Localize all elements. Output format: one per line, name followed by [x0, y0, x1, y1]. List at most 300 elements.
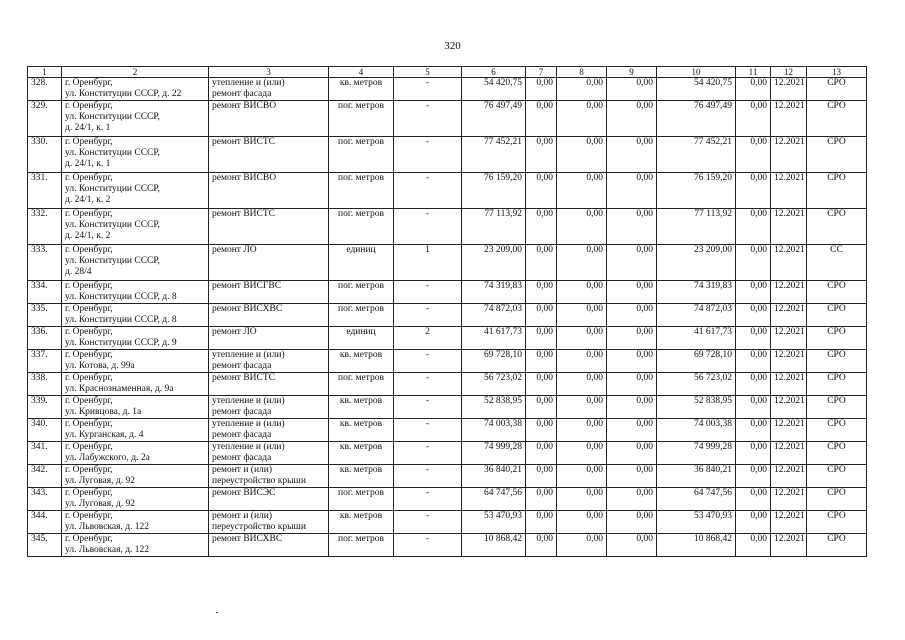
unit-cell: кв. метров [329, 350, 394, 373]
total-cost-cell: 74 999,28 [462, 442, 526, 465]
col9-cell: 0,00 [607, 281, 657, 304]
unit-cell: кв. метров [329, 78, 394, 101]
address-cell-line: д. 24/1, к. 2 [65, 195, 111, 205]
table-row [28, 78, 867, 101]
work-type-cell-line: ремонт ВИСЭС [212, 488, 276, 498]
col7-cell: 0,00 [526, 281, 557, 304]
col8-cell: 0,00 [557, 396, 607, 419]
address-cell-line: г. Оренбург, [65, 511, 113, 521]
address-cell [62, 419, 209, 442]
completion-date-cell: 12.2021 [771, 511, 807, 534]
col9-cell: 0,00 [607, 465, 657, 488]
address-cell-line: ул. Конституции СССР, д. 9 [65, 338, 177, 348]
total-cost-cell: 10 868,42 [462, 534, 526, 557]
repair-schedule-table [27, 66, 867, 557]
method-cell: СРО [807, 511, 867, 534]
work-type-cell [209, 137, 329, 173]
unit-cell: пог. метров [329, 534, 394, 557]
col8-cell: 0,00 [557, 511, 607, 534]
col10-cost-cell: 77 452,21 [657, 137, 736, 173]
quantity-cell: - [394, 78, 462, 101]
col8-cell: 0,00 [557, 209, 607, 245]
address-cell-line: ул. Краснознаменная, д. 9а [65, 384, 174, 394]
scan-mark [216, 612, 218, 613]
row-number-cell: 343. [28, 488, 62, 511]
address-cell-line: ул. Конституции СССР, д. 22 [65, 89, 182, 99]
method-cell: СРО [807, 78, 867, 101]
unit-cell: пог. метров [329, 101, 394, 137]
work-type-cell-line: утепление и (или) [212, 442, 285, 452]
unit-cell: пог. метров [329, 304, 394, 327]
address-cell-line: г. Оренбург, [65, 396, 113, 406]
method-cell: СРО [807, 442, 867, 465]
column-header: 1 [28, 67, 62, 78]
completion-date-cell: 12.2021 [771, 465, 807, 488]
row-number-cell: 341. [28, 442, 62, 465]
completion-date-cell: 12.2021 [771, 534, 807, 557]
col10-cost-cell: 77 113,92 [657, 209, 736, 245]
col9-cell: 0,00 [607, 373, 657, 396]
total-cost-cell: 56 723,02 [462, 373, 526, 396]
method-cell: СРО [807, 209, 867, 245]
table-row [28, 209, 867, 245]
address-cell-line: г. Оренбург, [65, 350, 113, 360]
col8-cell: 0,00 [557, 442, 607, 465]
quantity-cell: - [394, 488, 462, 511]
address-cell-line: ул. Конституции СССР, [65, 112, 160, 122]
col10-cost-cell: 52 838,95 [657, 396, 736, 419]
address-cell-line: ул. Лабужского, д. 2а [65, 453, 150, 463]
address-cell-line: ул. Конституции СССР, [65, 184, 160, 194]
total-cost-cell: 53 470,93 [462, 511, 526, 534]
address-cell-line: г. Оренбург, [65, 245, 113, 255]
col9-cell: 0,00 [607, 511, 657, 534]
col9-cell: 0,00 [607, 350, 657, 373]
col9-cell: 0,00 [607, 101, 657, 137]
row-number-cell: 330. [28, 137, 62, 173]
col11-cell: 0,00 [736, 304, 771, 327]
col7-cell: 0,00 [526, 78, 557, 101]
work-type-cell-line: ремонт ВИСВО [212, 101, 277, 111]
unit-cell: пог. метров [329, 488, 394, 511]
unit-cell: кв. метров [329, 419, 394, 442]
col9-cell: 0,00 [607, 488, 657, 511]
address-cell-line: ул. Конституции СССР, д. 8 [65, 315, 177, 325]
col9-cell: 0,00 [607, 396, 657, 419]
row-number-cell: 338. [28, 373, 62, 396]
address-cell [62, 442, 209, 465]
work-type-cell-line: ремонт ВИСВО [212, 173, 277, 183]
table-row [28, 373, 867, 396]
unit-cell: кв. метров [329, 442, 394, 465]
work-type-cell-line: ремонт ВИСТС [212, 137, 276, 147]
col10-cost-cell: 54 420,75 [657, 78, 736, 101]
work-type-cell [209, 488, 329, 511]
address-cell-line: г. Оренбург, [65, 534, 113, 544]
unit-cell: пог. метров [329, 137, 394, 173]
method-cell: СРО [807, 465, 867, 488]
quantity-cell: - [394, 396, 462, 419]
row-number-cell: 332. [28, 209, 62, 245]
col8-cell: 0,00 [557, 101, 607, 137]
method-cell: СРО [807, 281, 867, 304]
address-cell-line: г. Оренбург, [65, 327, 113, 337]
address-cell [62, 350, 209, 373]
unit-cell: единиц [329, 245, 394, 281]
address-cell-line: д. 28/4 [65, 267, 92, 277]
address-cell [62, 511, 209, 534]
address-cell-line: г. Оренбург, [65, 137, 113, 147]
completion-date-cell: 12.2021 [771, 350, 807, 373]
col9-cell: 0,00 [607, 327, 657, 350]
work-type-cell-line: ремонт ВИСХВС [212, 304, 283, 314]
col11-cell: 0,00 [736, 137, 771, 173]
address-cell-line: д. 24/1, к. 1 [65, 123, 111, 133]
address-cell-line: ул. Конституции СССР, [65, 256, 160, 266]
address-cell-line: ул. Конституции СССР, д. 8 [65, 292, 177, 302]
work-type-cell [209, 304, 329, 327]
quantity-cell: - [394, 442, 462, 465]
address-cell-line: г. Оренбург, [65, 101, 113, 111]
col7-cell: 0,00 [526, 465, 557, 488]
col8-cell: 0,00 [557, 137, 607, 173]
completion-date-cell: 12.2021 [771, 137, 807, 173]
col10-cost-cell: 74 003,38 [657, 419, 736, 442]
col7-cell: 0,00 [526, 534, 557, 557]
address-cell [62, 173, 209, 209]
col7-cell: 0,00 [526, 419, 557, 442]
quantity-cell: - [394, 209, 462, 245]
col7-cell: 0,00 [526, 396, 557, 419]
column-header: 4 [329, 67, 394, 78]
col7-cell: 0,00 [526, 511, 557, 534]
address-cell-line: г. Оренбург, [65, 78, 113, 88]
col11-cell: 0,00 [736, 101, 771, 137]
total-cost-cell: 52 838,95 [462, 396, 526, 419]
row-number-cell: 340. [28, 419, 62, 442]
table-row [28, 396, 867, 419]
col11-cell: 0,00 [736, 465, 771, 488]
unit-cell: единиц [329, 327, 394, 350]
work-type-cell [209, 465, 329, 488]
table-row [28, 101, 867, 137]
total-cost-cell: 36 840,21 [462, 465, 526, 488]
total-cost-cell: 54 420,75 [462, 78, 526, 101]
col10-cost-cell: 74 999,28 [657, 442, 736, 465]
work-type-cell [209, 101, 329, 137]
address-cell-line: г. Оренбург, [65, 373, 113, 383]
table-body [28, 78, 867, 557]
col9-cell: 0,00 [607, 78, 657, 101]
address-cell-line: ул. Курганская, д. 4 [65, 430, 144, 440]
address-cell [62, 465, 209, 488]
address-cell [62, 396, 209, 419]
completion-date-cell: 12.2021 [771, 396, 807, 419]
work-type-cell [209, 419, 329, 442]
column-header: 10 [657, 67, 736, 78]
work-type-cell [209, 327, 329, 350]
col9-cell: 0,00 [607, 419, 657, 442]
quantity-cell: - [394, 173, 462, 209]
address-cell-line: г. Оренбург, [65, 209, 113, 219]
total-cost-cell: 76 497,49 [462, 101, 526, 137]
work-type-cell-line: ремонт ЛО [212, 245, 257, 255]
total-cost-cell: 23 209,00 [462, 245, 526, 281]
col11-cell: 0,00 [736, 396, 771, 419]
address-cell-line: ул. Луговая, д. 92 [65, 499, 135, 509]
col9-cell: 0,00 [607, 209, 657, 245]
col8-cell: 0,00 [557, 373, 607, 396]
col7-cell: 0,00 [526, 442, 557, 465]
address-cell-line: ул. Луговая, д. 92 [65, 476, 135, 486]
col11-cell: 0,00 [736, 488, 771, 511]
row-number-cell: 336. [28, 327, 62, 350]
address-cell [62, 245, 209, 281]
quantity-cell: - [394, 101, 462, 137]
col11-cell: 0,00 [736, 245, 771, 281]
total-cost-cell: 74 003,38 [462, 419, 526, 442]
method-cell: СРО [807, 373, 867, 396]
unit-cell: кв. метров [329, 465, 394, 488]
completion-date-cell: 12.2021 [771, 327, 807, 350]
col10-cost-cell: 53 470,93 [657, 511, 736, 534]
table-row [28, 488, 867, 511]
quantity-cell: - [394, 137, 462, 173]
address-cell-line: д. 24/1, к. 2 [65, 231, 111, 241]
col8-cell: 0,00 [557, 419, 607, 442]
method-cell: СРО [807, 534, 867, 557]
unit-cell: пог. метров [329, 281, 394, 304]
col11-cell: 0,00 [736, 327, 771, 350]
address-cell-line: г. Оренбург, [65, 488, 113, 498]
col10-cost-cell: 69 728,10 [657, 350, 736, 373]
completion-date-cell: 12.2021 [771, 442, 807, 465]
total-cost-cell: 64 747,56 [462, 488, 526, 511]
work-type-cell-line: ремонт ВИСХВС [212, 534, 283, 544]
col10-cost-cell: 76 159,20 [657, 173, 736, 209]
row-number-cell: 337. [28, 350, 62, 373]
col10-cost-cell: 76 497,49 [657, 101, 736, 137]
address-cell-line: ул. Конституции СССР, [65, 220, 160, 230]
work-type-cell-line: переустройство крыши [212, 522, 306, 532]
work-type-cell [209, 534, 329, 557]
col11-cell: 0,00 [736, 373, 771, 396]
col8-cell: 0,00 [557, 245, 607, 281]
column-header: 2 [62, 67, 209, 78]
work-type-cell-line: ремонт ВИСТС [212, 373, 276, 383]
row-number-cell: 334. [28, 281, 62, 304]
work-type-cell-line: ремонт и (или) [212, 465, 273, 475]
completion-date-cell: 12.2021 [771, 209, 807, 245]
col11-cell: 0,00 [736, 281, 771, 304]
page-number: 320 [444, 40, 461, 52]
col8-cell: 0,00 [557, 327, 607, 350]
col8-cell: 0,00 [557, 350, 607, 373]
method-cell: СРО [807, 173, 867, 209]
address-cell-line: г. Оренбург, [65, 173, 113, 183]
table-row [28, 511, 867, 534]
table-row [28, 534, 867, 557]
row-number-cell: 335. [28, 304, 62, 327]
work-type-cell-line: утепление и (или) [212, 396, 285, 406]
address-cell-line: г. Оренбург, [65, 442, 113, 452]
row-number-cell: 344. [28, 511, 62, 534]
col8-cell: 0,00 [557, 78, 607, 101]
method-cell: СРО [807, 488, 867, 511]
column-header: 11 [736, 67, 771, 78]
row-number-cell: 342. [28, 465, 62, 488]
col11-cell: 0,00 [736, 173, 771, 209]
col7-cell: 0,00 [526, 488, 557, 511]
address-cell [62, 304, 209, 327]
column-header: 6 [462, 67, 526, 78]
unit-cell: пог. метров [329, 373, 394, 396]
unit-cell: кв. метров [329, 511, 394, 534]
total-cost-cell: 41 617,73 [462, 327, 526, 350]
total-cost-cell: 74 872,03 [462, 304, 526, 327]
row-number-cell: 339. [28, 396, 62, 419]
quantity-cell: - [394, 304, 462, 327]
unit-cell: пог. метров [329, 173, 394, 209]
method-cell: СРО [807, 327, 867, 350]
address-cell-line: д. 24/1, к. 1 [65, 159, 111, 169]
work-type-cell-line: ремонт фасада [212, 361, 272, 371]
total-cost-cell: 77 452,21 [462, 137, 526, 173]
col7-cell: 0,00 [526, 245, 557, 281]
col8-cell: 0,00 [557, 304, 607, 327]
work-type-cell-line: ремонт ВИСТС [212, 209, 276, 219]
work-type-cell-line: ремонт фасада [212, 430, 272, 440]
col11-cell: 0,00 [736, 350, 771, 373]
work-type-cell-line: ремонт и (или) [212, 511, 273, 521]
address-cell [62, 327, 209, 350]
completion-date-cell: 12.2021 [771, 488, 807, 511]
method-cell: СРО [807, 101, 867, 137]
completion-date-cell: 12.2021 [771, 373, 807, 396]
quantity-cell: - [394, 350, 462, 373]
col7-cell: 0,00 [526, 173, 557, 209]
method-cell: СРО [807, 419, 867, 442]
method-cell: СС [807, 245, 867, 281]
work-type-cell-line: утепление и (или) [212, 350, 285, 360]
work-type-cell-line: утепление и (или) [212, 78, 285, 88]
table-row [28, 350, 867, 373]
quantity-cell: - [394, 465, 462, 488]
col7-cell: 0,00 [526, 209, 557, 245]
col10-cost-cell: 36 840,21 [657, 465, 736, 488]
col9-cell: 0,00 [607, 173, 657, 209]
address-cell [62, 209, 209, 245]
work-type-cell-line: утепление и (или) [212, 419, 285, 429]
completion-date-cell: 12.2021 [771, 101, 807, 137]
method-cell: СРО [807, 396, 867, 419]
col8-cell: 0,00 [557, 465, 607, 488]
work-type-cell-line: ремонт фасада [212, 453, 272, 463]
completion-date-cell: 12.2021 [771, 281, 807, 304]
col10-cost-cell: 74 319,83 [657, 281, 736, 304]
column-header: 9 [607, 67, 657, 78]
table-row [28, 281, 867, 304]
work-type-cell-line: ремонт фасада [212, 407, 272, 417]
method-cell: СРО [807, 304, 867, 327]
quantity-cell: 1 [394, 245, 462, 281]
total-cost-cell: 76 159,20 [462, 173, 526, 209]
work-type-cell-line: переустройство крыши [212, 476, 306, 486]
quantity-cell: - [394, 281, 462, 304]
completion-date-cell: 12.2021 [771, 245, 807, 281]
col7-cell: 0,00 [526, 350, 557, 373]
work-type-cell [209, 442, 329, 465]
col7-cell: 0,00 [526, 373, 557, 396]
col8-cell: 0,00 [557, 488, 607, 511]
address-cell [62, 101, 209, 137]
address-cell-line: ул. Львовская, д. 122 [65, 545, 150, 555]
work-type-cell [209, 173, 329, 209]
col8-cell: 0,00 [557, 173, 607, 209]
work-type-cell [209, 396, 329, 419]
table-row [28, 137, 867, 173]
col8-cell: 0,00 [557, 534, 607, 557]
address-cell-line: ул. Конституции СССР, [65, 148, 160, 158]
address-cell-line: ул. Котова, д. 99а [65, 361, 135, 371]
address-cell-line: г. Оренбург, [65, 281, 113, 291]
work-type-cell [209, 281, 329, 304]
work-type-cell [209, 511, 329, 534]
address-cell [62, 373, 209, 396]
address-cell-line: ул. Львовская, д. 122 [65, 522, 150, 532]
work-type-cell-line: ремонт ЛО [212, 327, 257, 337]
col9-cell: 0,00 [607, 245, 657, 281]
quantity-cell: - [394, 419, 462, 442]
table-row [28, 304, 867, 327]
col10-cost-cell: 56 723,02 [657, 373, 736, 396]
completion-date-cell: 12.2021 [771, 304, 807, 327]
column-header: 8 [557, 67, 607, 78]
work-type-cell [209, 350, 329, 373]
col10-cost-cell: 10 868,42 [657, 534, 736, 557]
table-row [28, 327, 867, 350]
completion-date-cell: 12.2021 [771, 78, 807, 101]
address-cell-line: г. Оренбург, [65, 419, 113, 429]
col9-cell: 0,00 [607, 137, 657, 173]
address-cell-line: г. Оренбург, [65, 304, 113, 314]
completion-date-cell: 12.2021 [771, 419, 807, 442]
quantity-cell: - [394, 511, 462, 534]
total-cost-cell: 77 113,92 [462, 209, 526, 245]
row-number-cell: 333. [28, 245, 62, 281]
unit-cell: кв. метров [329, 396, 394, 419]
col7-cell: 0,00 [526, 101, 557, 137]
col10-cost-cell: 23 209,00 [657, 245, 736, 281]
col11-cell: 0,00 [736, 442, 771, 465]
row-number-cell: 331. [28, 173, 62, 209]
address-cell-line: г. Оренбург, [65, 465, 113, 475]
col7-cell: 0,00 [526, 304, 557, 327]
col11-cell: 0,00 [736, 419, 771, 442]
column-header: 3 [209, 67, 329, 78]
table-row [28, 442, 867, 465]
method-cell: СРО [807, 137, 867, 173]
col9-cell: 0,00 [607, 442, 657, 465]
address-cell-line: ул. Кривцова, д. 1а [65, 407, 142, 417]
row-number-cell: 328. [28, 78, 62, 101]
table-row [28, 245, 867, 281]
column-header: 7 [526, 67, 557, 78]
completion-date-cell: 12.2021 [771, 173, 807, 209]
col11-cell: 0,00 [736, 511, 771, 534]
work-type-cell [209, 209, 329, 245]
col8-cell: 0,00 [557, 281, 607, 304]
